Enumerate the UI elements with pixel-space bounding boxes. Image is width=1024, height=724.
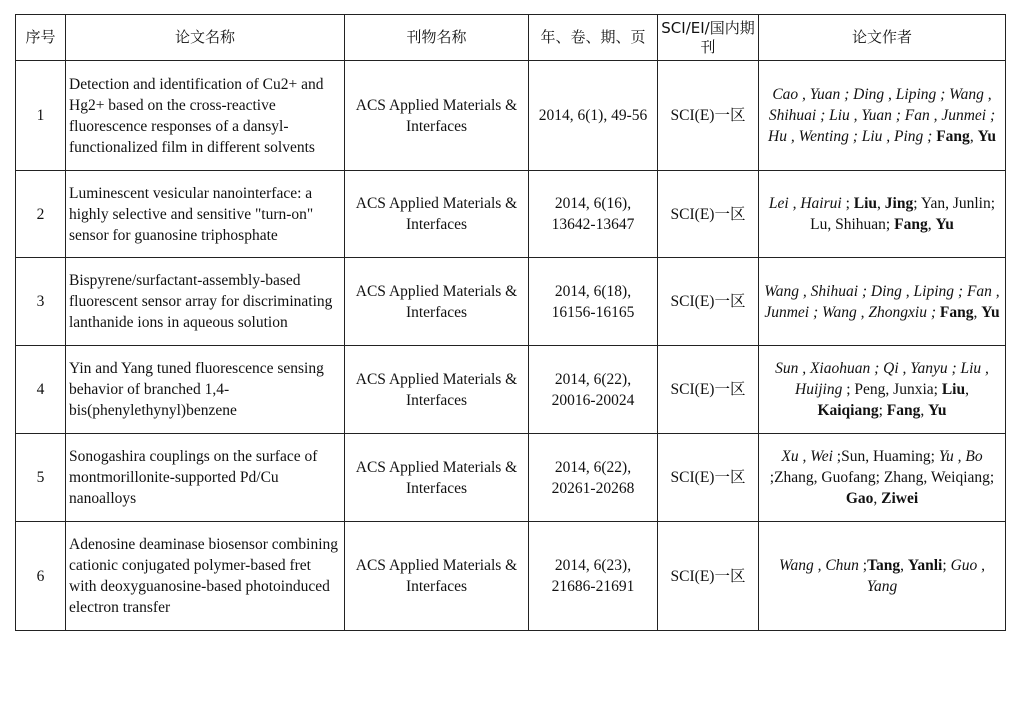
row-number: 3 xyxy=(16,258,66,346)
table-header-row xyxy=(16,15,1006,61)
paper-authors xyxy=(759,346,1006,434)
paper-authors xyxy=(759,258,1006,346)
author-segment: Kaiqiang xyxy=(817,402,879,419)
author-segment: , xyxy=(920,402,929,419)
row-number: 5 xyxy=(16,434,66,522)
author-segment: , xyxy=(873,490,882,507)
author-segment: Xu , Wei xyxy=(781,448,833,465)
index-level: SCI(E)一区 xyxy=(658,434,759,522)
header-volume: 年、卷、期、页 xyxy=(529,15,658,61)
author-segment: ; xyxy=(942,557,951,574)
author-segment: Gao xyxy=(845,490,874,507)
author-segment: Ziwei xyxy=(881,490,919,507)
header-authors: 论文作者 xyxy=(759,15,1006,61)
author-segment: Wang , Chun xyxy=(778,557,859,574)
table-row xyxy=(16,522,1006,631)
header-journal: 刊物名称 xyxy=(345,15,529,61)
author-segment: Cao , Yuan ; Ding , Liping ; Wang , Shihuai ; Liu , Yuan ; Fan , Junmei ; Hu , Wenting ; Liu , Ping ; xyxy=(768,86,996,145)
author-segment: , xyxy=(973,303,982,321)
index-level: SCI(E)一区 xyxy=(658,171,759,258)
volume-pages: 2014, 6(23), 21686-21691 xyxy=(529,522,658,631)
row-number: 6 xyxy=(16,522,66,631)
journal-name: ACS Applied Materials & Interfaces xyxy=(345,171,529,258)
row-number: 2 xyxy=(16,171,66,258)
volume-pages: 2014, 6(18), 16156-16165 xyxy=(529,258,658,346)
table-row xyxy=(16,171,1006,258)
author-segment: , xyxy=(927,216,936,233)
volume-pages: 2014, 6(22), 20016-20024 xyxy=(529,346,658,434)
journal-name: ACS Applied Materials & Interfaces xyxy=(345,258,529,346)
author-segment: Wang , Shihuai ; Ding , Liping ; Fan , Junmei ; Wang , Zhongxiu ; xyxy=(764,282,1000,321)
paper-authors xyxy=(759,61,1006,171)
author-segment: ; xyxy=(858,557,868,574)
table-row xyxy=(16,61,1006,171)
author-segment: Yu xyxy=(977,128,996,145)
table-row xyxy=(16,258,1006,346)
author-segment: Sun , Xiaohuan ; Qi , Yanyu ; Liu , Huijing xyxy=(775,360,989,398)
author-segment: ;Sun, Huaming; xyxy=(832,448,939,465)
author-segment: Yu xyxy=(935,216,954,233)
author-segment: Liu xyxy=(941,381,966,398)
paper-title: Yin and Yang tuned fluorescence sensing behavior of branched 1,4-bis(phenylethynyl)benzene xyxy=(66,346,345,434)
author-segment: , xyxy=(877,195,885,212)
row-number: 4 xyxy=(16,346,66,434)
author-segment: ; xyxy=(841,195,854,212)
author-segment: , xyxy=(900,557,908,574)
author-segment: Fang xyxy=(894,216,928,233)
author-segment: , xyxy=(969,128,978,145)
author-segment: Fang xyxy=(939,303,974,321)
paper-title: Bispyrene/surfactant-assembly-based fluorescent sensor array for discriminating lanthanide ions in aqueous solution xyxy=(66,258,345,346)
author-segment: Yanli xyxy=(907,557,943,574)
index-level: SCI(E)一区 xyxy=(658,522,759,631)
index-level: SCI(E)一区 xyxy=(658,346,759,434)
author-segment: Tang xyxy=(867,557,901,574)
paper-authors xyxy=(759,171,1006,258)
author-segment: Fang xyxy=(886,402,921,419)
author-segment: , xyxy=(965,381,969,398)
author-segment: ; Peng, Junxia; xyxy=(842,381,942,398)
journal-name: ACS Applied Materials & Interfaces xyxy=(345,346,529,434)
author-segment: Fang xyxy=(936,128,970,145)
volume-pages: 2014, 6(16), 13642-13647 xyxy=(529,171,658,258)
author-segment: ; xyxy=(878,402,887,419)
author-segment: Yu xyxy=(981,303,1000,321)
journal-name: ACS Applied Materials & Interfaces xyxy=(345,522,529,631)
paper-title: Luminescent vesicular nanointerface: a highly selective and sensitive "turn-on" sensor for guanosine triphosphate xyxy=(66,171,345,258)
table-row xyxy=(16,346,1006,434)
header-title: 论文名称 xyxy=(66,15,345,61)
author-segment: Guo , Yang xyxy=(866,557,986,595)
author-segment: Yu xyxy=(928,402,947,419)
author-segment: Yu , Bo xyxy=(938,448,983,465)
journal-name: ACS Applied Materials & Interfaces xyxy=(345,61,529,171)
volume-pages: 2014, 6(1), 49-56 xyxy=(529,61,658,171)
author-segment: Lei , Hairui xyxy=(768,195,842,212)
index-level: SCI(E)一区 xyxy=(658,258,759,346)
paper-authors xyxy=(759,434,1006,522)
header-no: 序号 xyxy=(16,15,66,61)
publication-table xyxy=(15,14,1006,631)
author-segment: Jing xyxy=(884,195,914,212)
volume-pages: 2014, 6(22), 20261-20268 xyxy=(529,434,658,522)
paper-title: Adenosine deaminase biosensor combining cationic conjugated polymer-based fret with deoxyguanosine-based photoinduced electron transfer xyxy=(66,522,345,631)
table-row xyxy=(16,434,1006,522)
author-segment: ;Zhang, Guofang; Zhang, Weiqiang; xyxy=(769,469,995,486)
index-level: SCI(E)一区 xyxy=(658,61,759,171)
journal-name: ACS Applied Materials & Interfaces xyxy=(345,434,529,522)
paper-title: Sonogashira couplings on the surface of montmorillonite-supported Pd/Cu nanoalloys xyxy=(66,434,345,522)
row-number: 1 xyxy=(16,61,66,171)
author-segment: ; Yan, Junlin; Lu, Shihuan; xyxy=(810,195,996,233)
author-segment: Liu xyxy=(853,195,878,212)
header-level: SCI/EI/国内期刊 xyxy=(658,15,759,61)
paper-title: Detection and identification of Cu2+ and Hg2+ based on the cross-reactive fluorescence responses of a dansyl-functionalized film in different solvents xyxy=(66,61,345,171)
paper-authors xyxy=(759,522,1006,631)
